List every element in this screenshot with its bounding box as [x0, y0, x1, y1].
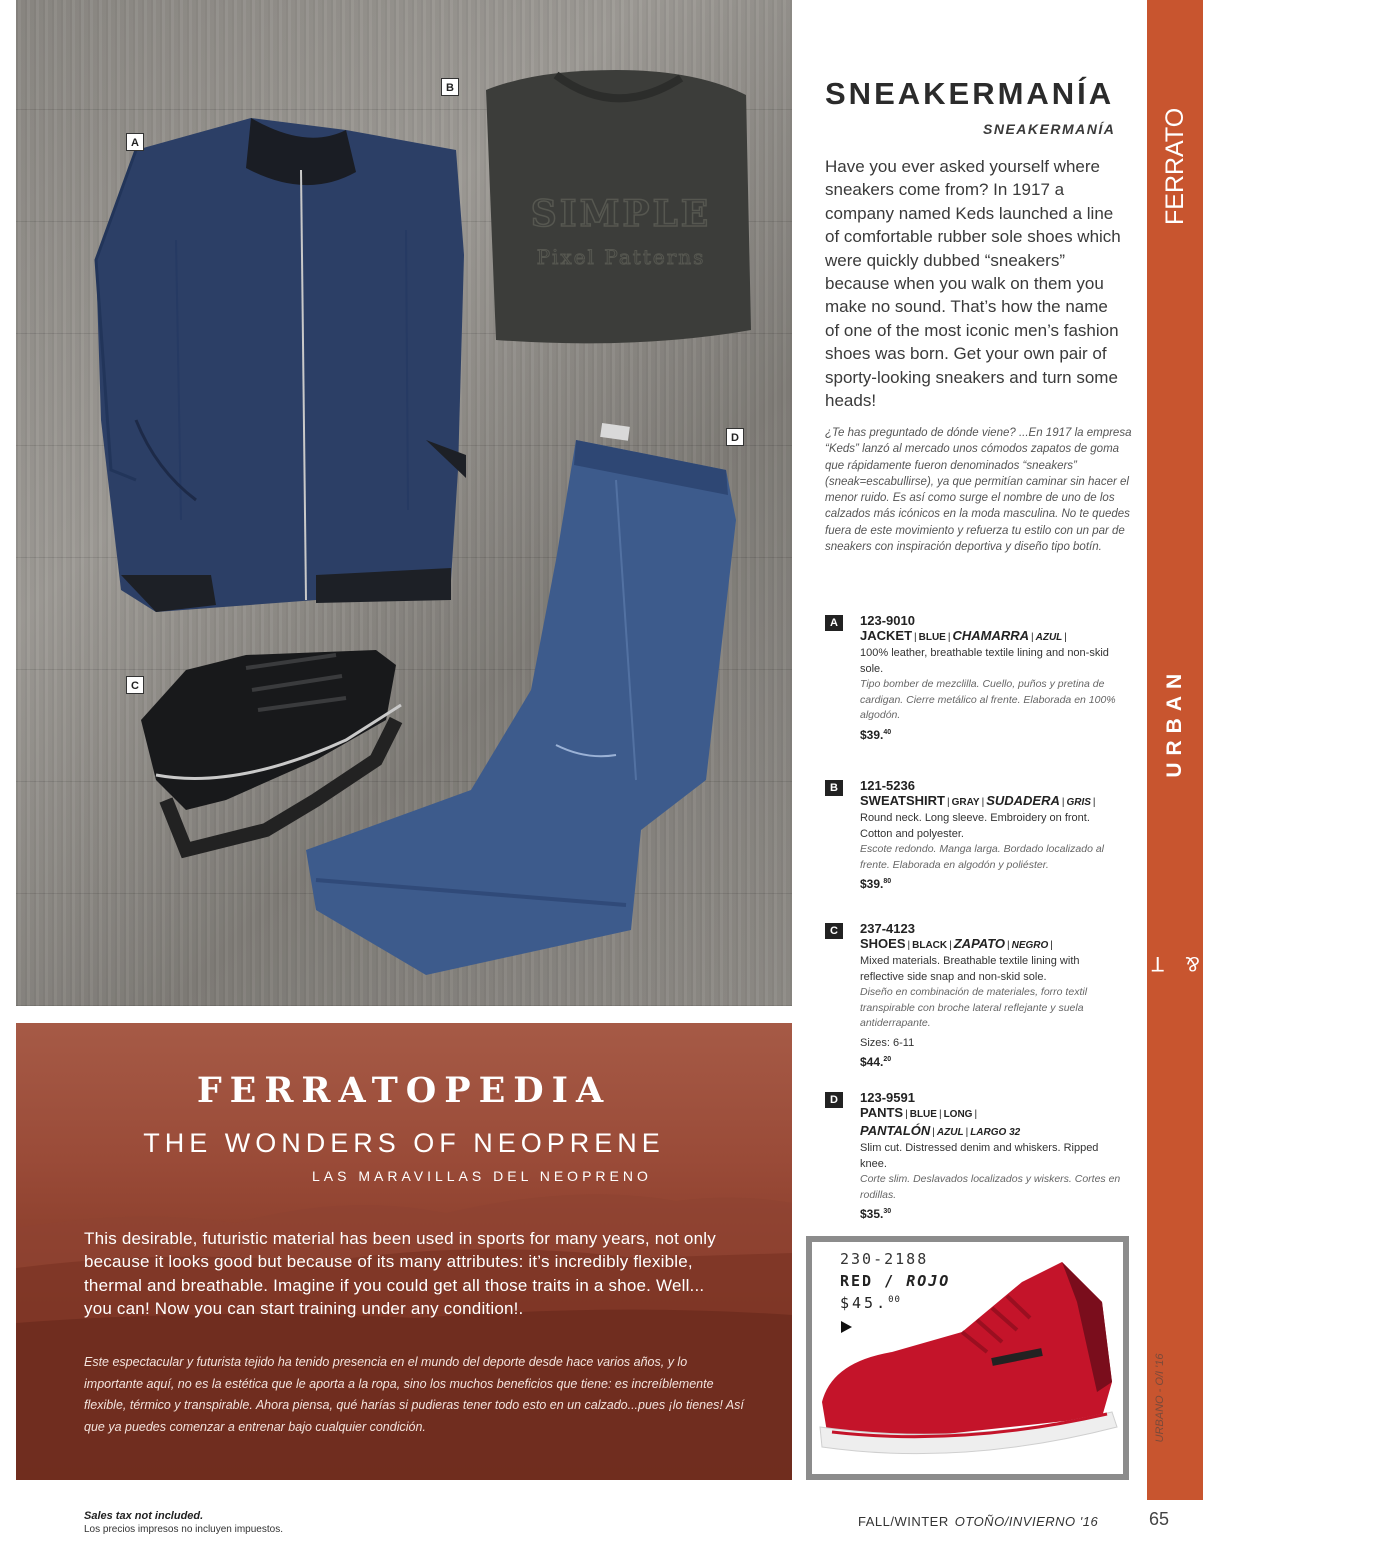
product-photo	[16, 0, 792, 1006]
tag-b: B	[441, 78, 459, 96]
featured-shoe-color: RED / ROJO	[840, 1272, 951, 1290]
brand-vertical	[1165, 175, 1185, 225]
product-d	[825, 1090, 1125, 1221]
product-name: PANTS | BLUE | LONG |	[860, 1105, 978, 1120]
ferratopedia-panel	[16, 1023, 792, 1480]
featured-shoe-sku: 230-2188	[840, 1250, 929, 1268]
section-tips: TIPS & TRENDS	[1029, 952, 1293, 975]
gray-sweatshirt-image	[486, 70, 751, 343]
product-sku: 237-4123	[860, 921, 915, 936]
product-description: Round neck. Long sleeve. Embroidery on front. Cotton and polyester.	[860, 812, 1090, 840]
featured-shoe-box	[806, 1236, 1129, 1480]
play-arrow-icon[interactable]	[841, 1321, 852, 1333]
page-number: 65	[1149, 1509, 1170, 1529]
ferratopedia-subtitle-es: LAS MARAVILLAS DEL NEOPRENO	[312, 1168, 652, 1184]
denim-jacket-image	[96, 118, 466, 612]
product-description: 100% leather, breathable textile lining and non-skid sole.	[860, 647, 1109, 675]
ferratopedia-body-en: This desirable, futuristic material has been used in sports for many years, not only because it looks good but because of its many attributes: it’s incredibly flexible, thermal and breathable. Imagine if you could get all those traits in a shoe. Well... you can! Now you can start training under any condition!.	[84, 1229, 716, 1318]
product-sku: 123-9010	[860, 613, 915, 628]
product-name: SHOES | BLACK | ZAPATO | NEGRO |	[860, 936, 1053, 951]
product-letter: C	[825, 923, 843, 939]
ferratopedia-body-es: Este espectacular y futurista tejido ha tenido presencia en el mundo del deporte desde hace varios años, y lo importante aquí, no es la estética que le aporta a la ropa, sino los muchos beneficios que tiene: es increíblemente flexible, térmico y transpirable. Ahora piensa, qué harías si pudieras tener todo esto en un calzado...pues ¡lo tienes! Así que ya puedes comenzar a entrenar bajo cualquier condición.	[84, 1355, 744, 1434]
sweatshirt-print-line2: Pixel Patterns	[536, 245, 706, 269]
product-sku: 121-5236	[860, 778, 915, 793]
product-price: $39.40	[860, 727, 892, 742]
product-description: Slim cut. Distressed denim and whiskers. Ripped knee.	[860, 1142, 1099, 1170]
season-label: FALL/WINTER OTOÑO/INVIERNO '16	[858, 1514, 1099, 1529]
product-price: $44.20	[860, 1055, 892, 1069]
section-urban: URBAN	[1163, 666, 1186, 778]
article-subtitle: SNEAKERMANÍA	[983, 121, 1116, 137]
product-a	[825, 613, 1125, 742]
product-letter: A	[825, 615, 843, 631]
product-c	[825, 921, 1125, 1069]
product-sku: 123-9591	[860, 1090, 915, 1105]
tag-c: C	[126, 676, 144, 694]
product-description-es: Corte slim. Deslavados localizados y wiskers. Cortes en rodillas.	[860, 1173, 1121, 1201]
featured-shoe-price: $45.00	[840, 1294, 901, 1312]
product-name-es: PANTALÓN | AZUL | LARGO 32	[860, 1123, 1021, 1138]
tag-d: D	[726, 428, 744, 446]
product-name: JACKET | BLUE | CHAMARRA | AZUL |	[860, 628, 1067, 643]
article-intro-es: ¿Te has preguntado de dónde viene? ...En 1917 la empresa “Keds” lanzó al mercado unos cómodos zapatos de goma que rápidamente fueron denominados “sneakers” (sneak=escabullirse), ya que permitían caminar sin hacer el menor ruido. Es así como surge el nombre de uno de los calzados más icónicos en la moda masculina. No te quedes fuera de este movimiento y refuerza tu estilo con un par de sneakers con inspiración deportiva y diseño tipo botín.	[825, 427, 1132, 554]
ferratopedia-subtitle: THE WONDERS OF NEOPRENE	[143, 1128, 665, 1158]
product-description-es: Diseño en combinación de materiales, forro textil transpirable con broche lateral reflejante y suela antiderrapante.	[860, 986, 1088, 1029]
edition-label: URBANO - O/I '16	[1154, 1353, 1166, 1443]
product-price: $39.80	[860, 877, 892, 891]
tax-note: Sales tax not included.	[84, 1510, 204, 1522]
product-description-es: Escote redondo. Manga larga. Bordado localizado al frente. Elaborada en algodón y poliéster.	[860, 843, 1104, 871]
tax-note-es: Los precios impresos no incluyen impuestos.	[84, 1524, 283, 1535]
product-description: Mixed materials. Breathable textile lining with reflective side snap and non-skid sole.	[860, 955, 1080, 983]
product-letter: B	[825, 780, 843, 796]
product-sizes: Sizes: 6-11	[860, 1036, 915, 1049]
ferratopedia-title: FERRATOPEDIA	[196, 1070, 612, 1111]
product-description-es: Tipo bomber de mezclilla. Cuello, puños y pretina de cardigan. Cierre metálico al frente. Elaborada en 100% algodón.	[860, 678, 1116, 721]
product-b	[825, 778, 1125, 891]
tag-a: A	[126, 133, 144, 151]
sweatshirt-print-line1: SIMPLE	[530, 193, 712, 235]
black-shoe-image	[141, 650, 401, 850]
article-title: SNEAKERMANÍA	[825, 76, 1115, 111]
product-letter: D	[825, 1092, 843, 1108]
article-intro-en: Have you ever asked yourself where sneakers come from? In 1917 a company named Keds launched a line of comfortable rubber sole shoes which were quickly dubbed “sneakers” because when you walk on them you make no sound. That’s how the name of one of the most iconic men’s fashion shoes was born. Get your own pair of sporty-looking sneakers and turn some heads!	[825, 157, 1121, 411]
product-name: SWEATSHIRT | GRAY | SUDADERA | GRIS |	[860, 793, 1096, 808]
product-price: $35.30	[860, 1207, 892, 1221]
